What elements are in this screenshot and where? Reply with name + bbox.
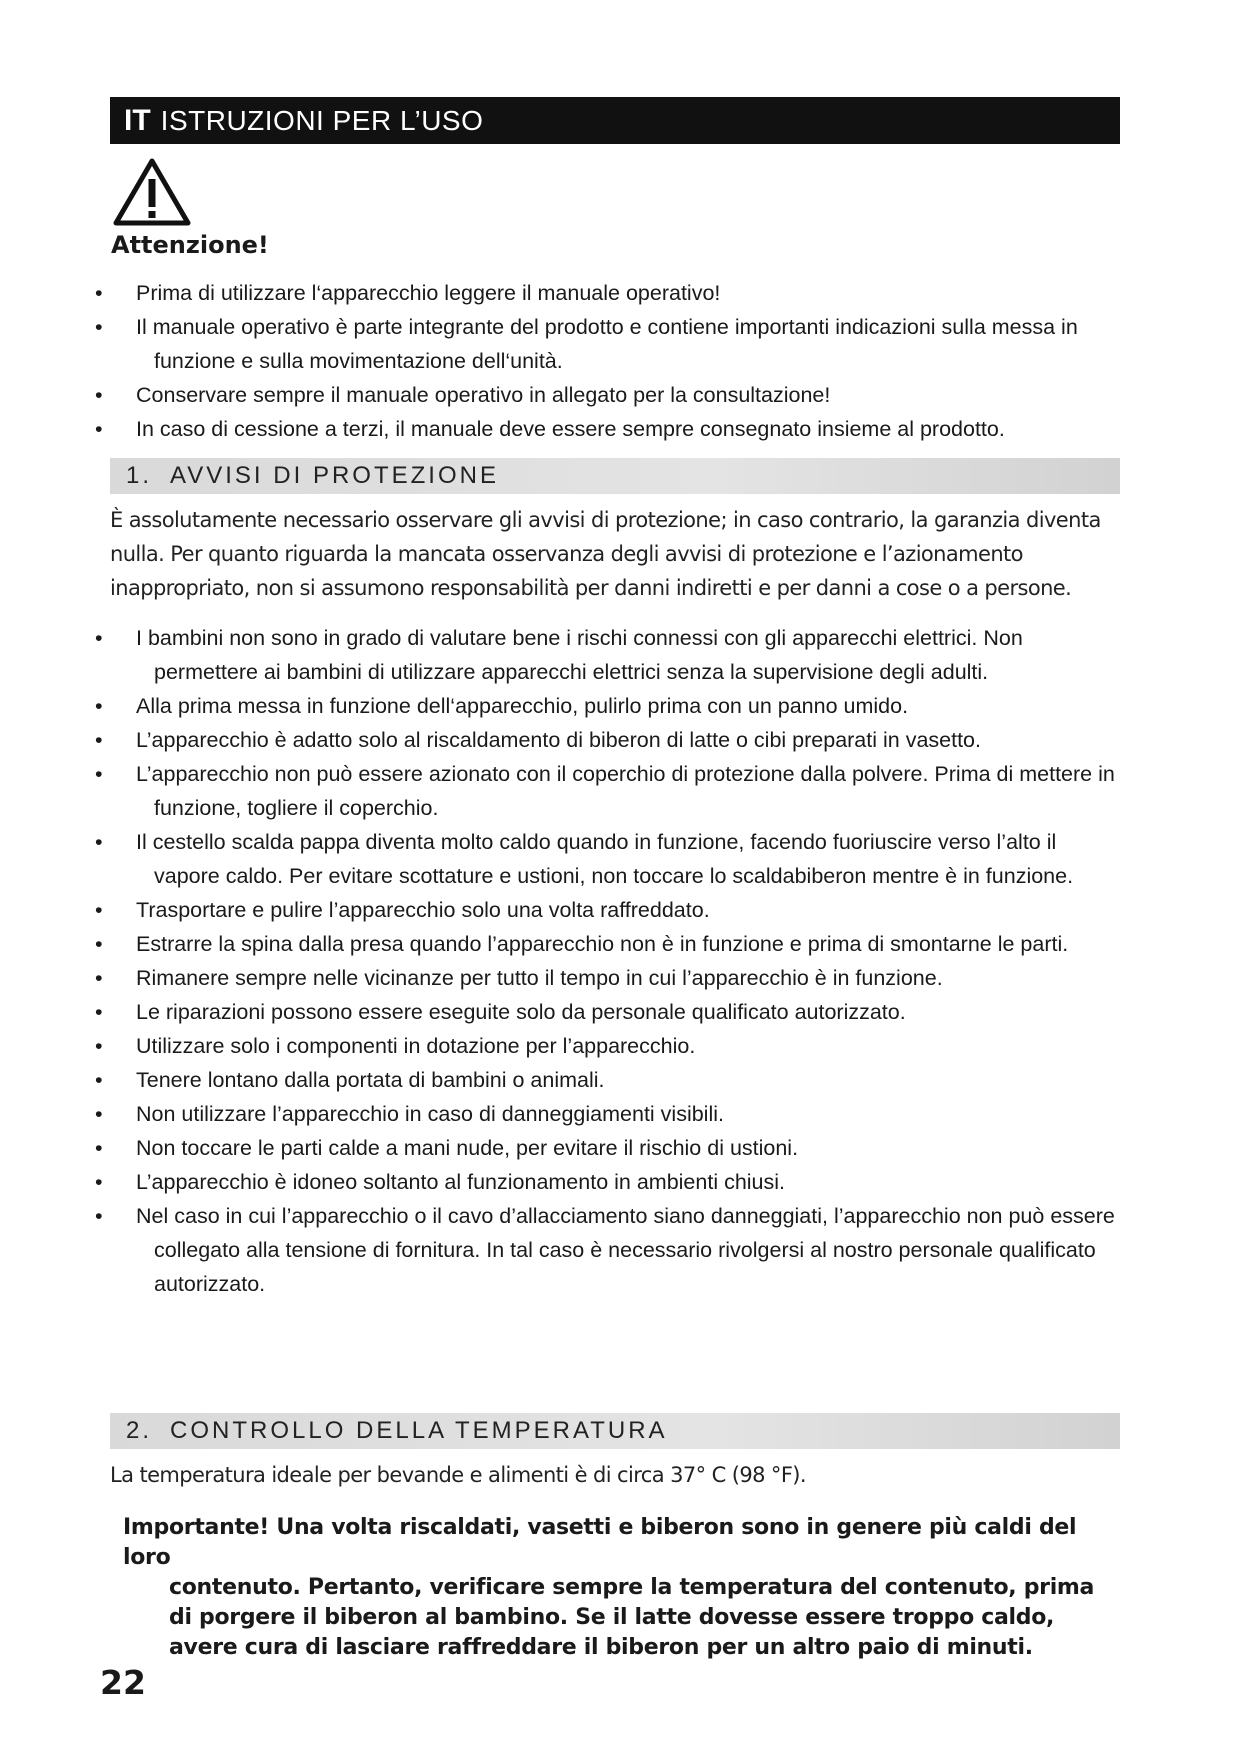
list-item: • L’apparecchio è idoneo soltanto al funzionamento in ambienti chiusi. [95,1170,786,1194]
list-item: • In caso di cessione a terzi, il manuale deve essere sempre consegnato insieme al prodotto. [95,417,1005,441]
page-number: 22 [100,1663,146,1702]
section-heading-1 [110,458,1120,494]
section-title: CONTROLLO DELLA TEMPERATURA [170,1417,668,1444]
list-item: • Conservare sempre il manuale operativo in allegato per la consultazione! [95,383,831,407]
important-note [123,1513,1113,1663]
list-item: • Alla prima messa in funzione dell‘apparecchio, pulirlo prima con un panno umido. [95,694,909,718]
section-number: 2. [126,1417,153,1444]
list-item: • Nel caso in cui l’apparecchio o il cavo d’allacciamento siano danneggiati, l’apparecchio non può essere collegato alla tensione di fornitura. In tal caso è necessario rivolgersi al nostro personale qualificato autorizzato. [95,1204,1115,1296]
list-item: • L’apparecchio è adatto solo al riscaldamento di biberon di latte o cibi preparati in vasetto. [95,728,981,752]
warning-icon [112,157,192,227]
important-note-first-line: Importante! Una volta riscaldati, vasetti e biberon sono in genere più caldi del loro [123,1515,1077,1570]
list-item: • Utilizzare solo i componenti in dotazione per l’apparecchio. [95,1034,696,1058]
section-number: 1. [126,462,153,489]
list-item: • Il manuale operativo è parte integrante del prodotto e contiene importanti indicazioni sulla messa in funzione e sulla movimentazione dell‘unità. [95,315,1078,373]
section2-paragraph: La temperatura ideale per bevande e alimenti è di circa 37° C (98 °F). [110,1463,806,1487]
important-note-rest: contenuto. Pertanto, verificare sempre la temperatura del contenuto, prima di porgere il biberon al bambino. Se il latte dovesse essere troppo caldo, avere cura di lasciare raffreddare il biberon per un altro paio di minuti. [169,1575,1095,1660]
list-item: • Le riparazioni possono essere eseguite solo da personale qualificato autorizzato. [95,1000,906,1024]
intro-bullet-list [95,276,1120,446]
list-item: • Rimanere sempre nelle vicinanze per tutto il tempo in cui l’apparecchio è in funzione. [95,966,943,990]
list-item: • Prima di utilizzare l‘apparecchio leggere il manuale operativo! [95,281,721,305]
list-item: • I bambini non sono in grado di valutare bene i rischi connessi con gli apparecchi elettrici. Non permettere ai bambini di utilizzare apparecchi elettrici senza la supervisione degli adulti. [95,626,1023,684]
protection-bullet-list [95,621,1120,1301]
attention-heading: Attenzione! [111,231,269,259]
language-code: IT [124,103,151,137]
section1-paragraph: È assolutamente necessario osservare gli avvisi di protezione; in caso contrario, la garanzia diventa nulla. Per quanto riguarda la mancata osservanza degli avvisi di protezione e l’azionamento inappropriato, non si assumono responsabilità per danni indiretti e per danni a cose o a persone. [110,508,1101,600]
section-heading-2 [110,1413,1120,1449]
list-item: • Non toccare le parti calde a mani nude, per evitare il rischio di ustioni. [95,1136,799,1160]
header-bar [110,97,1120,144]
section-title: AVVISI DI PROTEZIONE [170,462,499,489]
list-item: • Estrarre la spina dalla presa quando l’apparecchio non è in funzione e prima di smontarne le parti. [95,932,1069,956]
list-item: • Tenere lontano dalla portata di bambini o animali. [95,1068,605,1092]
list-item: • Non utilizzare l’apparecchio in caso di danneggiamenti visibili. [95,1102,724,1126]
header-title: ISTRUZIONI PER L’USO [160,104,484,136]
list-item: • L’apparecchio non può essere azionato con il coperchio di protezione dalla polvere. Prima di mettere in funzione, togliere il coperchio. [95,762,1115,820]
list-item: • Trasportare e pulire l’apparecchio solo una volta raffreddato. [95,898,710,922]
list-item: • Il cestello scalda pappa diventa molto caldo quando in funzione, facendo fuoriuscire verso l’alto il vapore caldo. Per evitare scottature e ustioni, non toccare lo scaldabiberon mentre è in funzione. [95,830,1074,888]
